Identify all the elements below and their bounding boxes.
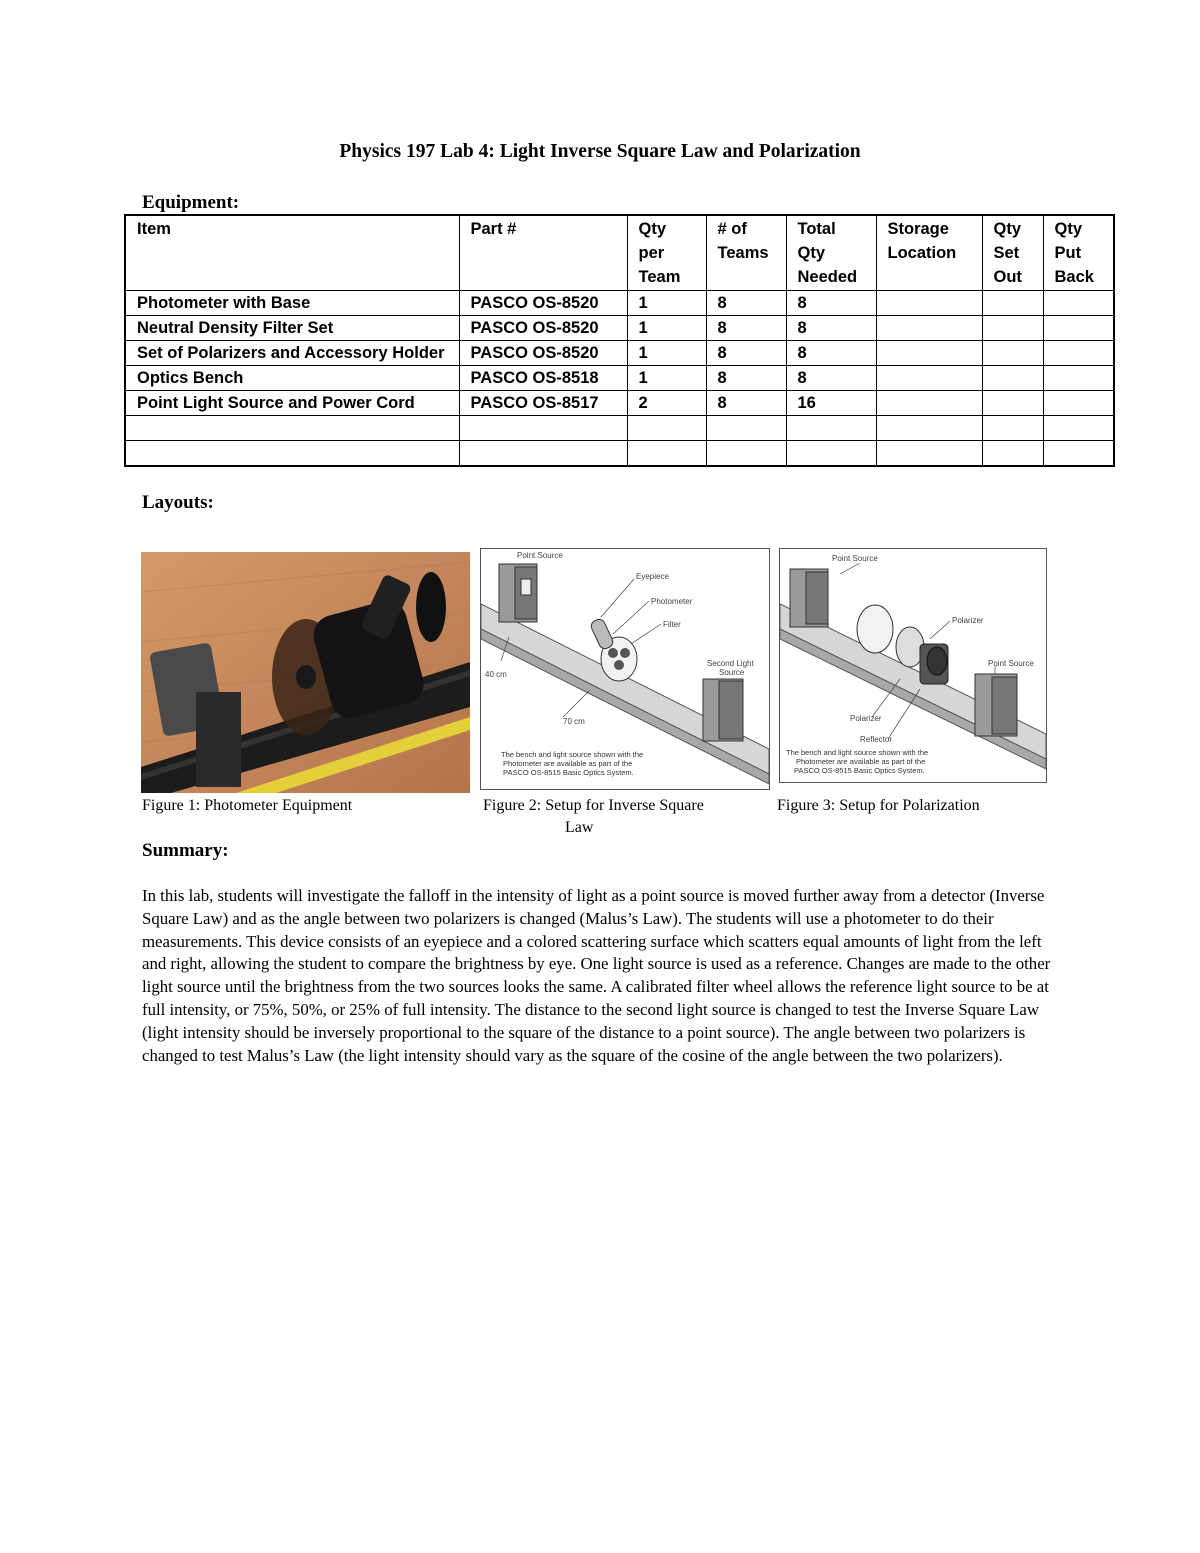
table-row xyxy=(125,341,1114,366)
cell-qty-per-team: 1 xyxy=(627,366,706,391)
cell-total: 16 xyxy=(786,391,876,416)
cell-part: PASCO OS-8517 xyxy=(459,391,627,416)
figure-2-diagram xyxy=(480,548,770,790)
table-header-row xyxy=(125,215,1114,291)
cell-part: PASCO OS-8520 xyxy=(459,316,627,341)
cell-total: 8 xyxy=(786,366,876,391)
cell-storage xyxy=(876,391,982,416)
cell-put-back xyxy=(1043,366,1114,391)
cell-empty xyxy=(1043,416,1114,441)
table-row xyxy=(125,291,1114,316)
fig2-label-eyepiece: Eyepiece xyxy=(636,572,669,581)
cell-empty xyxy=(627,441,706,467)
figure-1-caption: Figure 1: Photometer Equipment xyxy=(142,797,353,814)
column-header: # of Teams xyxy=(706,215,786,291)
column-header: Item xyxy=(125,215,459,291)
cell-empty xyxy=(627,416,706,441)
cell-empty xyxy=(786,416,876,441)
equipment-table xyxy=(124,214,1115,467)
cell-put-back xyxy=(1043,341,1114,366)
page-title: Physics 197 Lab 4: Light Inverse Square Law and Polarization xyxy=(339,141,861,162)
cell-total: 8 xyxy=(786,291,876,316)
cell-storage xyxy=(876,366,982,391)
polarization-setup-illustration xyxy=(780,549,1046,782)
cell-empty xyxy=(876,416,982,441)
cell-empty xyxy=(706,441,786,467)
summary-paragraph: In this lab, students will investigate the falloff in the intensity of light as a point source is moved further away from a detector (Inverse Square Law) and as the angle between two polarizers is changed (Malus’s Law). The students will use a photometer to do their measurements. This device consists of an eyepiece and a colored scattering surface which scatters equal amounts of light from the left and right, allowing the student to compare the brightness by eye. One light source is used as a reference. Changes are made to the other light source until the brightness from the two sources looks the same. A calibrated filter wheel allows the reference light source to be at full intensity, or 75%, 50%, or 25% of full intensity. The distance to the second light source is changed to test the Inverse Square Law (light intensity should be inversely proportional to the square of the distance to a point source). The angle between two polarizers is changed to test Malus’s Law (the light intensity should vary as the square of the cosine of the angle between the two polarizers). xyxy=(142,886,1051,1065)
fig3-label-point-source-top: Point Source xyxy=(832,554,878,563)
cell-empty xyxy=(1043,441,1114,467)
column-header: Qty Put Back xyxy=(1043,215,1114,291)
cell-part: PASCO OS-8518 xyxy=(459,366,627,391)
cell-total: 8 xyxy=(786,341,876,366)
fig2-label-point-source: Point Source xyxy=(517,551,563,560)
cell-storage xyxy=(876,316,982,341)
fig3-label-polarizer-bottom: Polarizer xyxy=(850,714,882,723)
cell-set-out xyxy=(982,391,1043,416)
cell-set-out xyxy=(982,341,1043,366)
fig2-note-line-3: PASCO OS-8515 Basic Optics System. xyxy=(503,768,634,777)
fig2-label-second-source-2: Source xyxy=(719,668,745,677)
figure-3-diagram xyxy=(779,548,1047,783)
cell-qty-per-team: 1 xyxy=(627,291,706,316)
cell-put-back xyxy=(1043,391,1114,416)
cell-qty-per-team: 2 xyxy=(627,391,706,416)
figure-2-caption-line-2: Law xyxy=(565,819,594,836)
summary-heading: Summary: xyxy=(142,840,229,861)
cell-item: Point Light Source and Power Cord xyxy=(125,391,459,416)
cell-empty xyxy=(125,416,459,441)
cell-item: Set of Polarizers and Accessory Holder xyxy=(125,341,459,366)
column-header: Part # xyxy=(459,215,627,291)
cell-total: 8 xyxy=(786,316,876,341)
fig2-note-line-2: Photometer are available as part of the xyxy=(503,759,633,768)
cell-empty xyxy=(982,441,1043,467)
cell-item: Optics Bench xyxy=(125,366,459,391)
fig3-label-point-source-right: Point Source xyxy=(988,659,1034,668)
table-row xyxy=(125,316,1114,341)
table-row xyxy=(125,391,1114,416)
cell-empty xyxy=(125,441,459,467)
fig2-label-70cm: 70 cm xyxy=(563,717,585,726)
table-row-empty xyxy=(125,416,1114,441)
cell-empty xyxy=(459,416,627,441)
cell-qty-per-team: 1 xyxy=(627,341,706,366)
column-header: Storage Location xyxy=(876,215,982,291)
cell-qty-per-team: 1 xyxy=(627,316,706,341)
fig3-note-line-3: PASCO OS-8515 Basic Optics System. xyxy=(794,766,925,775)
fig2-label-second-source: Second Light xyxy=(707,659,754,668)
fig2-label-40cm: 40 cm xyxy=(485,670,507,679)
fig3-label-polarizer-top: Polarizer xyxy=(952,616,984,625)
cell-part: PASCO OS-8520 xyxy=(459,341,627,366)
cell-teams: 8 xyxy=(706,341,786,366)
cell-teams: 8 xyxy=(706,366,786,391)
fig2-label-photometer: Photometer xyxy=(651,597,693,606)
cell-empty xyxy=(786,441,876,467)
cell-teams: 8 xyxy=(706,291,786,316)
table-row xyxy=(125,366,1114,391)
cell-empty xyxy=(982,416,1043,441)
column-header: Total Qty Needed xyxy=(786,215,876,291)
cell-teams: 8 xyxy=(706,391,786,416)
cell-empty xyxy=(876,441,982,467)
column-header: Qty Set Out xyxy=(982,215,1043,291)
table-row-empty xyxy=(125,441,1114,467)
cell-empty xyxy=(459,441,627,467)
cell-set-out xyxy=(982,366,1043,391)
inverse-square-setup-illustration xyxy=(481,549,769,789)
cell-storage xyxy=(876,291,982,316)
figure-2-caption: Figure 2: Setup for Inverse Square xyxy=(483,797,704,814)
cell-set-out xyxy=(982,291,1043,316)
cell-empty xyxy=(706,416,786,441)
figure-1-photo xyxy=(141,552,470,793)
cell-set-out xyxy=(982,316,1043,341)
fig2-note-line-1: The bench and light source shown with the xyxy=(501,750,644,759)
cell-put-back xyxy=(1043,291,1114,316)
fig3-note-line-2: Photometer are available as part of the xyxy=(796,757,926,766)
fig2-label-filter: Filter xyxy=(663,620,681,629)
cell-storage xyxy=(876,341,982,366)
cell-put-back xyxy=(1043,316,1114,341)
cell-item: Photometer with Base xyxy=(125,291,459,316)
photometer-photo-illustration xyxy=(141,552,470,793)
cell-teams: 8 xyxy=(706,316,786,341)
layouts-heading: Layouts: xyxy=(142,492,214,513)
fig3-note-line-1: The bench and light source shown with the xyxy=(786,748,929,757)
fig3-label-reflector: Reflector xyxy=(860,735,893,744)
figure-3-caption: Figure 3: Setup for Polarization xyxy=(777,797,980,814)
equipment-heading: Equipment: xyxy=(142,192,240,213)
cell-part: PASCO OS-8520 xyxy=(459,291,627,316)
cell-item: Neutral Density Filter Set xyxy=(125,316,459,341)
column-header: Qty per Team xyxy=(627,215,706,291)
